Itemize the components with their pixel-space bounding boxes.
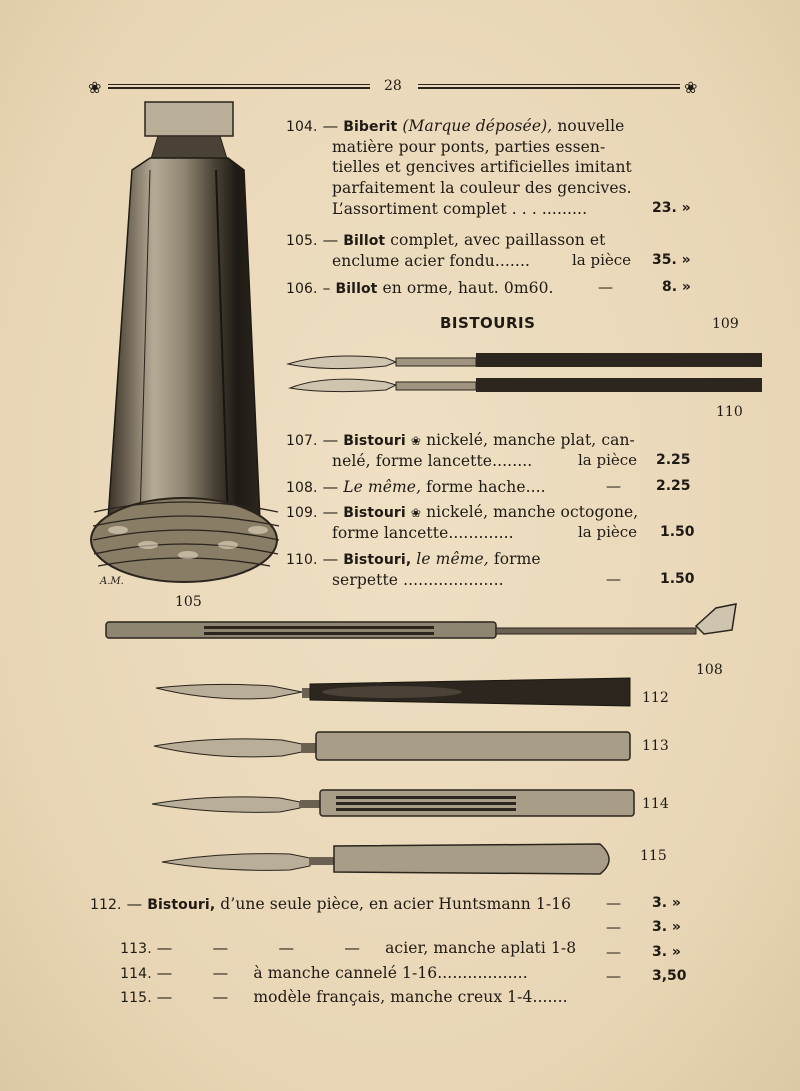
price-106: 8. » bbox=[662, 279, 691, 295]
scalpel-114-illustration bbox=[150, 784, 640, 824]
scalpel-115-illustration bbox=[160, 840, 620, 880]
price-109: 1.50 bbox=[660, 524, 695, 540]
figure-number-113: 113 bbox=[642, 738, 669, 754]
price-114: 3. » bbox=[652, 944, 681, 960]
price-113: 3. » bbox=[652, 919, 681, 935]
hatchet-scalpel-illustration bbox=[104, 602, 744, 652]
price-105: 35. » bbox=[652, 252, 691, 268]
figure-number-115: 115 bbox=[640, 848, 667, 864]
figure-number-112: 112 bbox=[642, 690, 669, 706]
anvil-illustration bbox=[88, 100, 288, 600]
page-header bbox=[88, 78, 700, 98]
figure-number-114: 114 bbox=[642, 796, 669, 812]
price-108: 2.25 bbox=[656, 478, 691, 494]
scalpel-113-illustration bbox=[152, 728, 642, 768]
engraver-signature: A.M. bbox=[100, 576, 124, 587]
catalog-page: ❀ 28 ❀ A.M. 105 104. — Biberit (Marque déposée), nouvelle matière pour ponts, parties essen- tielles et gencives artificielles imitant parfaitement la couleur des gencives. L’assortiment complet . . . ......... 23. » 105. — Billot complet, avec paillasson et enclume acier fondu....... la pièce 35. » 106. – Billot en orme, haut. 0m60. — 8. » BISTOURIS 109 110 107. — Bistouri ❀ nickelé, manche plat, can- nelé, forme lancette........ la pièce 2.25 108. — Le même, forme hache.... — 2.25 109. — Bistouri ❀ nickelé, manche octogone, forme lancette............. la pièce 1.50 110. — Bistouri, le même, forme serpette .................... — 1.50 108 112 113 114 115 112. — Bistouri, d’une seule pièce, en acier Huntsmann 1-16 — 3. » 113. — — — — acier, manche aplati 1-8 — 3. » 114. — — à manche cannelé 1-16.................. — 3. » 115. — — modèle français, manche creux 1-4....... — 3,50 bbox=[0, 0, 800, 1091]
price-115: 3,50 bbox=[652, 968, 687, 984]
header-rule-right bbox=[418, 84, 680, 89]
price-104: 23. » bbox=[652, 200, 691, 216]
price-107: 2.25 bbox=[656, 452, 691, 468]
page-number: 28 bbox=[384, 78, 402, 94]
figure-number-110: 110 bbox=[716, 404, 743, 420]
section-title: BISTOURIS bbox=[440, 314, 536, 332]
right-ornament: ❀ bbox=[684, 78, 698, 97]
left-ornament: ❀ bbox=[88, 78, 102, 97]
scalpels-109-110-illustration bbox=[286, 342, 766, 402]
figure-number-105: 105 bbox=[175, 594, 202, 610]
figure-number-108: 108 bbox=[696, 662, 723, 678]
header-rule-left bbox=[108, 84, 370, 89]
scalpel-112-illustration bbox=[152, 674, 642, 714]
figure-number-109: 109 bbox=[712, 316, 739, 332]
price-112: 3. » bbox=[652, 895, 681, 911]
price-110: 1.50 bbox=[660, 571, 695, 587]
